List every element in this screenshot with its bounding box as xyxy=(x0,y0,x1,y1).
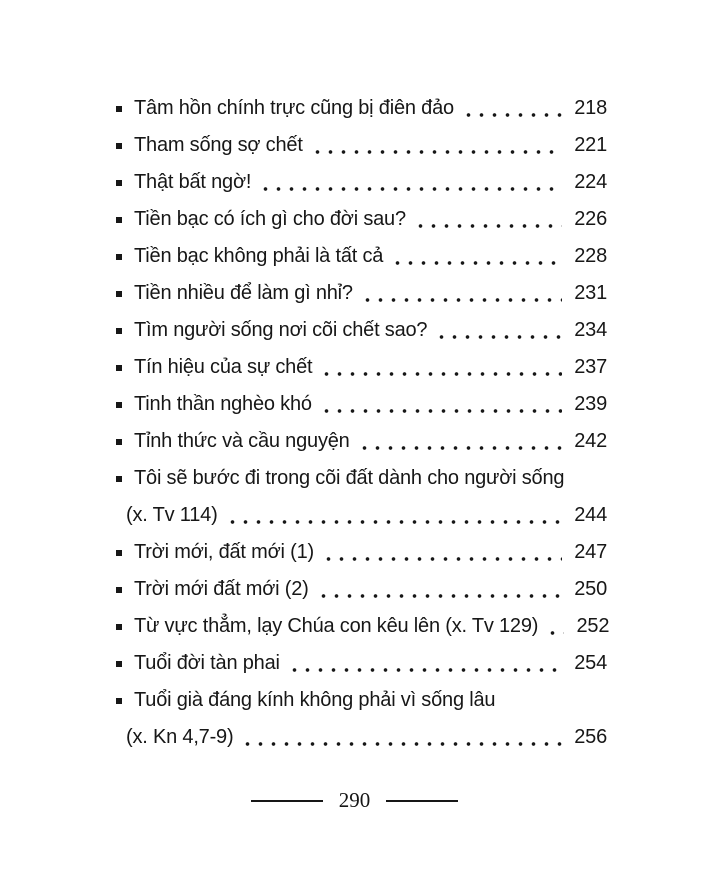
bullet-icon xyxy=(116,624,122,630)
footer-rule-right xyxy=(386,800,458,802)
toc-entry-title: Tuổi đời tàn phai xyxy=(134,652,280,674)
toc-entry xyxy=(116,238,607,275)
toc-entry xyxy=(116,127,607,164)
dot-leader xyxy=(462,113,562,117)
page-number: 290 xyxy=(338,788,371,812)
toc-entry-page: 239 xyxy=(574,393,607,415)
toc-entry xyxy=(116,386,607,423)
dot-leader xyxy=(311,150,562,154)
toc-entry-title: Từ vực thẳm, lạy Chúa con kêu lên (x. Tv 129) xyxy=(134,615,539,637)
dot-leader xyxy=(414,224,562,228)
bullet-icon xyxy=(116,402,122,408)
dot-leader xyxy=(241,742,562,746)
toc-entry xyxy=(116,349,607,386)
bullet-icon xyxy=(116,143,122,149)
toc-entry-title: Tiền nhiều để làm gì nhỉ? xyxy=(134,282,353,304)
toc-entry-title: Tôi sẽ bước đi trong cõi đất dành cho người sống xyxy=(134,467,565,489)
toc-entry-page: 224 xyxy=(574,171,607,193)
dot-leader xyxy=(288,668,562,672)
bullet-icon xyxy=(116,550,122,556)
dot-leader xyxy=(317,594,562,598)
toc-entry-title: Tiền bạc không phải là tất cả xyxy=(134,245,384,267)
toc-entry xyxy=(116,608,610,645)
toc-entry xyxy=(116,312,607,349)
bullet-icon xyxy=(116,365,122,371)
toc-entry-title: Tinh thần nghèo khó xyxy=(134,393,312,415)
dot-leader xyxy=(361,298,562,302)
bullet-icon xyxy=(116,291,122,297)
toc-entry-page: 256 xyxy=(574,726,607,748)
toc-entry-title: Trời mới, đất mới (1) xyxy=(134,541,314,563)
toc-entry-title: (x. Tv 114) xyxy=(126,504,218,526)
toc-entry-title: Tín hiệu của sự chết xyxy=(134,356,313,378)
toc-entry-title: Tham sống sợ chết xyxy=(134,134,303,156)
toc-entry-page: 244 xyxy=(574,504,607,526)
dot-leader xyxy=(391,261,562,265)
toc-entry-page: 247 xyxy=(574,541,607,563)
toc-entry xyxy=(116,423,607,460)
toc-entry xyxy=(116,90,607,127)
bullet-icon xyxy=(116,328,122,334)
toc-entry-title: Tuổi già đáng kính không phải vì sống lâu xyxy=(134,689,496,711)
toc-entry xyxy=(116,571,607,608)
toc-entry-title: Tâm hồn chính trực cũng bị điên đảo xyxy=(134,97,454,119)
toc-entry-page: 250 xyxy=(574,578,607,600)
toc-entry xyxy=(116,164,607,201)
footer-rule-left xyxy=(251,800,323,802)
toc-entry-title: Tỉnh thức và cầu nguyện xyxy=(134,430,350,452)
toc-entry xyxy=(116,275,607,312)
toc-entry-page: 218 xyxy=(574,97,607,119)
toc-entry-page: 242 xyxy=(574,430,607,452)
bullet-icon xyxy=(116,698,122,704)
dot-leader xyxy=(546,631,564,635)
toc-entry-title: Trời mới đất mới (2) xyxy=(134,578,309,600)
dot-leader xyxy=(435,335,562,339)
dot-leader xyxy=(320,372,562,376)
page-footer xyxy=(0,788,709,813)
toc-entry-page: 252 xyxy=(576,615,610,637)
toc-entry-continuation xyxy=(116,497,607,534)
toc-entry-title: Tiền bạc có ích gì cho đời sau? xyxy=(134,208,406,230)
toc-entry-continuation xyxy=(116,719,607,756)
bullet-icon xyxy=(116,587,122,593)
toc-entry-title: Tìm người sống nơi cõi chết sao? xyxy=(134,319,428,341)
bullet-icon xyxy=(116,439,122,445)
toc-entry xyxy=(116,645,607,682)
dot-leader xyxy=(322,557,562,561)
toc-entry-title: (x. Kn 4,7-9) xyxy=(126,726,234,748)
dot-leader xyxy=(259,187,562,191)
toc-entry xyxy=(116,460,607,497)
toc-entry-title: Thật bất ngờ! xyxy=(134,171,252,193)
toc-entry xyxy=(116,201,607,238)
dot-leader xyxy=(358,446,562,450)
toc-entry-page: 231 xyxy=(574,282,607,304)
bullet-icon xyxy=(116,661,122,667)
bullet-icon xyxy=(116,254,122,260)
bullet-icon xyxy=(116,476,122,482)
bullet-icon xyxy=(116,180,122,186)
table-of-contents xyxy=(116,90,610,756)
toc-entry-page: 234 xyxy=(574,319,607,341)
dot-leader xyxy=(226,520,562,524)
toc-entry-page: 254 xyxy=(574,652,607,674)
toc-entry xyxy=(116,682,607,719)
bullet-icon xyxy=(116,217,122,223)
toc-entry-page: 226 xyxy=(574,208,607,230)
toc-entry-page: 221 xyxy=(574,134,607,156)
toc-entry-page: 237 xyxy=(574,356,607,378)
dot-leader xyxy=(320,409,562,413)
toc-entry-page: 228 xyxy=(574,245,607,267)
bullet-icon xyxy=(116,106,122,112)
toc-entry xyxy=(116,534,607,571)
